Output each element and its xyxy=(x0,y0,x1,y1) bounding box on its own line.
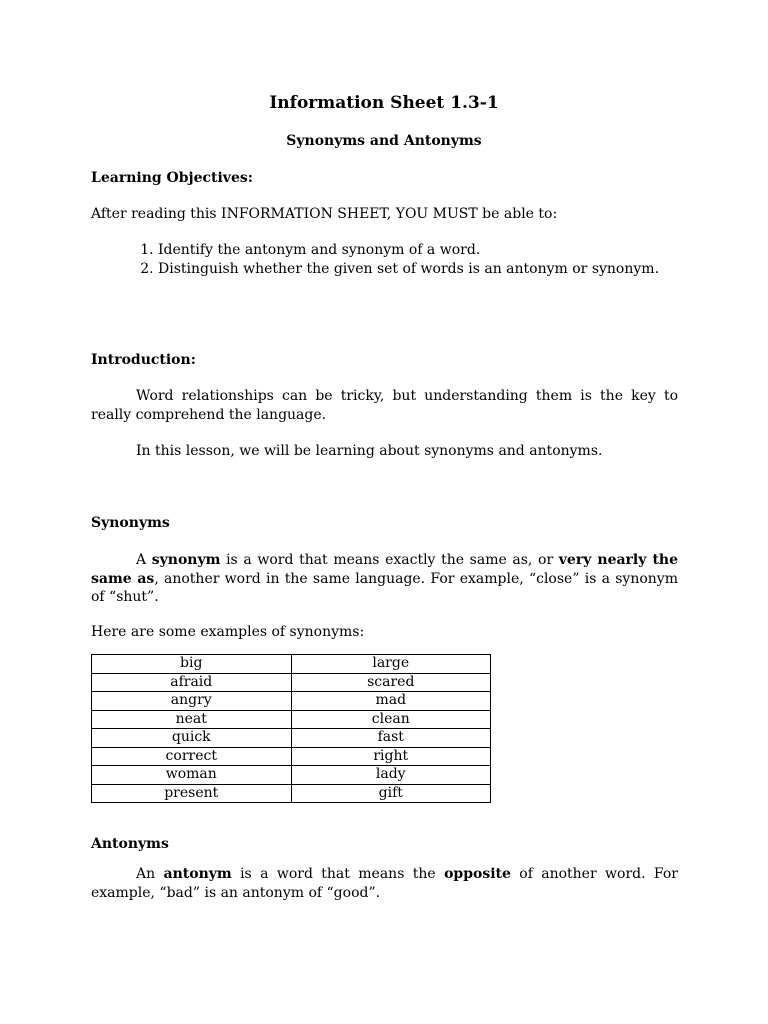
table-cell: quick xyxy=(92,729,292,748)
table-cell: lady xyxy=(291,766,491,785)
table-cell: correct xyxy=(92,747,292,766)
introduction-paragraph-1: Word relationships can be tricky, but understanding them is the key to really comprehend the language. xyxy=(91,388,678,423)
table-cell: big xyxy=(92,655,292,674)
introduction-paragraph-2: In this lesson, we will be learning about synonyms and antonyms. xyxy=(136,443,603,459)
synonyms-table xyxy=(91,654,491,803)
synonyms-examples-lead: Here are some examples of synonyms: xyxy=(91,624,365,640)
table-row xyxy=(92,784,491,803)
table-cell: woman xyxy=(92,766,292,785)
table-cell: right xyxy=(291,747,491,766)
objectives-list xyxy=(91,241,678,278)
table-cell: gift xyxy=(291,784,491,803)
objective-item: 2. Distinguish whether the given set of words is an antonym or synonym. xyxy=(158,260,678,279)
objective-item: 1. Identify the antonym and synonym of a word. xyxy=(158,241,678,260)
page-subtitle: Synonyms and Antonyms xyxy=(286,133,482,149)
table-row xyxy=(92,655,491,674)
table-cell: angry xyxy=(92,692,292,711)
table-row xyxy=(92,729,491,748)
table-cell: mad xyxy=(291,692,491,711)
table-cell: neat xyxy=(92,710,292,729)
antonym-term: antonym xyxy=(163,866,232,882)
learning-objectives-heading: Learning Objectives: xyxy=(91,170,253,186)
table-row xyxy=(92,692,491,711)
table-cell: scared xyxy=(291,673,491,692)
objectives-lead: After reading this INFORMATION SHEET, YOU MUST be able to: xyxy=(91,206,558,222)
antonyms-paragraph: An antonym is a word that means the opposite of another word. For example, “bad” is an antonym of “good”. xyxy=(91,866,678,901)
table-cell: large xyxy=(291,655,491,674)
table-cell: present xyxy=(92,784,292,803)
synonyms-paragraph: A synonym is a word that means exactly the same as, or very nearly the same as, another word in the same language. For example, “close” is a synonym of “shut”. xyxy=(91,552,679,605)
page-title: Information Sheet 1.3-1 xyxy=(269,93,499,113)
introduction-heading: Introduction: xyxy=(91,352,196,368)
table-cell: afraid xyxy=(92,673,292,692)
synonym-term: synonym xyxy=(151,552,221,568)
table-row xyxy=(92,747,491,766)
table-cell: fast xyxy=(291,729,491,748)
table-row xyxy=(92,766,491,785)
synonyms-heading: Synonyms xyxy=(91,515,170,531)
table-row xyxy=(92,673,491,692)
antonyms-heading: Antonyms xyxy=(91,836,169,852)
table-row xyxy=(92,710,491,729)
table-cell: clean xyxy=(291,710,491,729)
synonym-emphasis: very nearly the same as xyxy=(91,552,679,587)
antonym-emphasis: opposite xyxy=(444,866,511,882)
